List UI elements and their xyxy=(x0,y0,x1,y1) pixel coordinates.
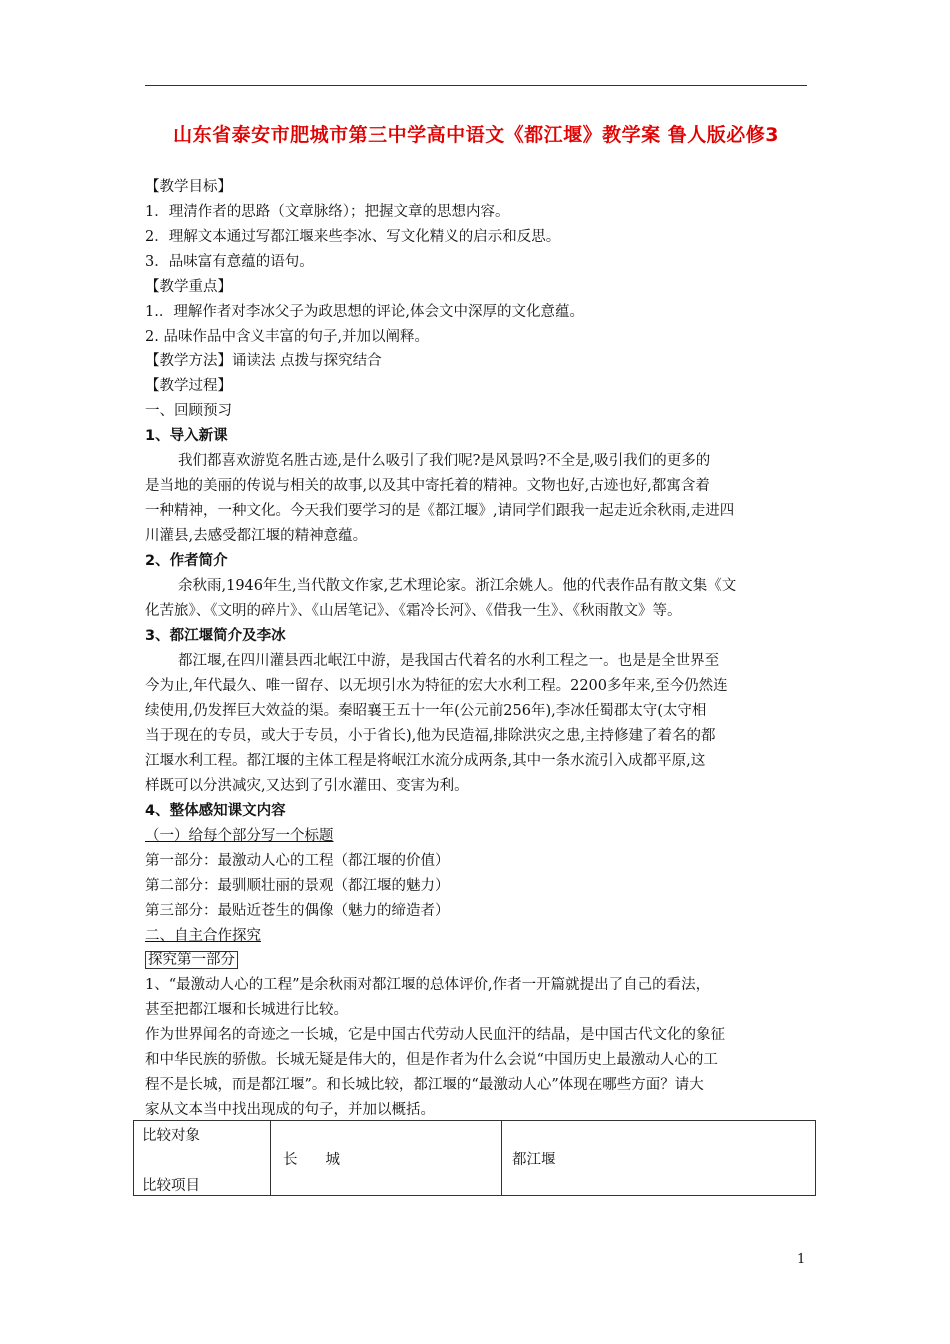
question-line: 甚至把都江堰和长城进行比较。 xyxy=(145,1002,348,1018)
focus-header: 【教学重点】 xyxy=(145,279,232,295)
paragraph-line: 川灌县,去感受都江堰的精神意蕴。 xyxy=(145,528,368,544)
paragraph-line: 江堰水利工程。都江堰的主体工程是将岷江水流分成两条,其中一条水流引入成都平原,这 xyxy=(145,753,706,769)
table-row xyxy=(134,1121,816,1196)
objective-item: 1．理清作者的思路（文章脉络）；把握文章的思想内容。 xyxy=(145,204,510,220)
paragraph-line: 一种精神，一种文化。今天我们要学习的是《都江堰》,请同学们跟我一起走近余秋雨,走进四 xyxy=(145,503,735,519)
subsection-title: 1、导入新课 xyxy=(145,428,228,444)
objectives-header: 【教学目标】 xyxy=(145,179,232,195)
section-heading: 二、自主合作探究 xyxy=(145,928,261,944)
page-number: 1 xyxy=(797,1252,806,1267)
paragraph-line: 续使用,仍发挥巨大效益的渠。秦昭襄王五十一年(公元前256年),李冰任蜀郡太守(太守相 xyxy=(145,703,707,719)
header-rule xyxy=(145,85,807,86)
paragraph-line: 我们都喜欢游览名胜古迹,是什么吸引了我们呢?是风景吗?不全是,吸引我们的更多的 xyxy=(178,453,711,469)
comparison-table xyxy=(133,1120,816,1196)
table-cell-great-wall xyxy=(271,1121,502,1196)
part-header: （一）给每个部分写一个标题 xyxy=(145,828,334,844)
subsection-title: 4、整体感知课文内容 xyxy=(145,803,286,819)
subsection-title: 3、都江堰简介及李冰 xyxy=(145,628,286,644)
document-title: 山东省泰安市肥城市第三中学高中语文《都江堰》教学案 鲁人版必修3 xyxy=(173,124,779,146)
part-item: 第三部分：最贴近苍生的偶像（魅力的缔造者） xyxy=(145,903,450,919)
paragraph-line: 是当地的美丽的传说与相关的故事,以及其中寄托着的精神。文物也好,古迹也好,都寓含着 xyxy=(145,478,710,494)
question-line: 程不是长城，而是都江堰”。和长城比较，都江堰的“最激动人心”体现在哪些方面？请大 xyxy=(145,1077,704,1093)
great-wall-char: 长 xyxy=(283,1151,298,1168)
focus-item: 1.．理解作者对李冰父子为政思想的评论,体会文中深厚的文化意蕴。 xyxy=(145,304,584,320)
objective-item: 2．理解文本通过写都江堰来些李冰、写文化精义的启示和反思。 xyxy=(145,229,561,245)
question-line: 家从文本当中找出现成的句子，并加以概括。 xyxy=(145,1102,435,1118)
question-line: 作为世界闻名的奇迹之一长城，它是中国古代劳动人民血汗的结晶，是中国古代文化的象征 xyxy=(145,1027,725,1043)
subsection-title: 2、作者简介 xyxy=(145,553,228,569)
paragraph-line: 今为止,年代最久、唯一留存、以无坝引水为特征的宏大水利工程。2200多年来,至今仍然连 xyxy=(145,678,728,694)
part-item: 第一部分：最激动人心的工程（都江堰的价值） xyxy=(145,853,450,869)
great-wall-char: 城 xyxy=(325,1151,340,1168)
table-cell-dujiangyan xyxy=(502,1121,816,1196)
process-header: 【教学过程】 xyxy=(145,378,232,394)
question-line: 和中华民族的骄傲。长城无疑是伟大的，但是作者为什么会说“中国历史上最激动人心的工 xyxy=(145,1052,718,1068)
paragraph-line: 化苦旅》、《文明的碎片》、《山居笔记》、《霜冷长河》、《借我一生》、《秋雨散文》等。 xyxy=(145,603,682,619)
table-header-bottom: 比较项目 xyxy=(142,1178,200,1194)
question-line: 1、“最激动人心的工程”是余秋雨对都江堰的总体评价,作者一开篇就提出了自己的看法， xyxy=(145,977,711,993)
paragraph-line: 都江堰,在四川灌县西北岷江中游，是我国古代着名的水利工程之一。也是是全世界至 xyxy=(178,653,720,669)
method-line: 【教学方法】诵读法 点拨与探究结合 xyxy=(145,353,382,369)
explore-label: 探究第一部分 xyxy=(145,951,238,969)
table-header-top: 比较对象 xyxy=(142,1128,200,1144)
objective-item: 3．品味富有意蕴的语句。 xyxy=(145,254,314,270)
section-heading: 一、回顾预习 xyxy=(145,403,232,419)
dujiangyan-label: 都江堰 xyxy=(512,1151,556,1168)
paragraph-line: 当于现在的专员，或大于专员，小于省长),他为民造福,排除洪灾之患,主持修建了着名的都 xyxy=(145,728,716,744)
table-header-cell xyxy=(134,1121,271,1196)
focus-item: 2. 品味作品中含义丰富的句子,并加以阐释。 xyxy=(145,329,430,345)
paragraph-line: 余秋雨,1946年生,当代散文作家,艺术理论家。浙江余姚人。他的代表作品有散文集《文 xyxy=(178,578,737,594)
part-item: 第二部分：最驯顺壮丽的景观（都江堰的魅力） xyxy=(145,878,450,894)
paragraph-line: 样既可以分洪减灾,又达到了引水灌田、变害为利。 xyxy=(145,778,469,794)
